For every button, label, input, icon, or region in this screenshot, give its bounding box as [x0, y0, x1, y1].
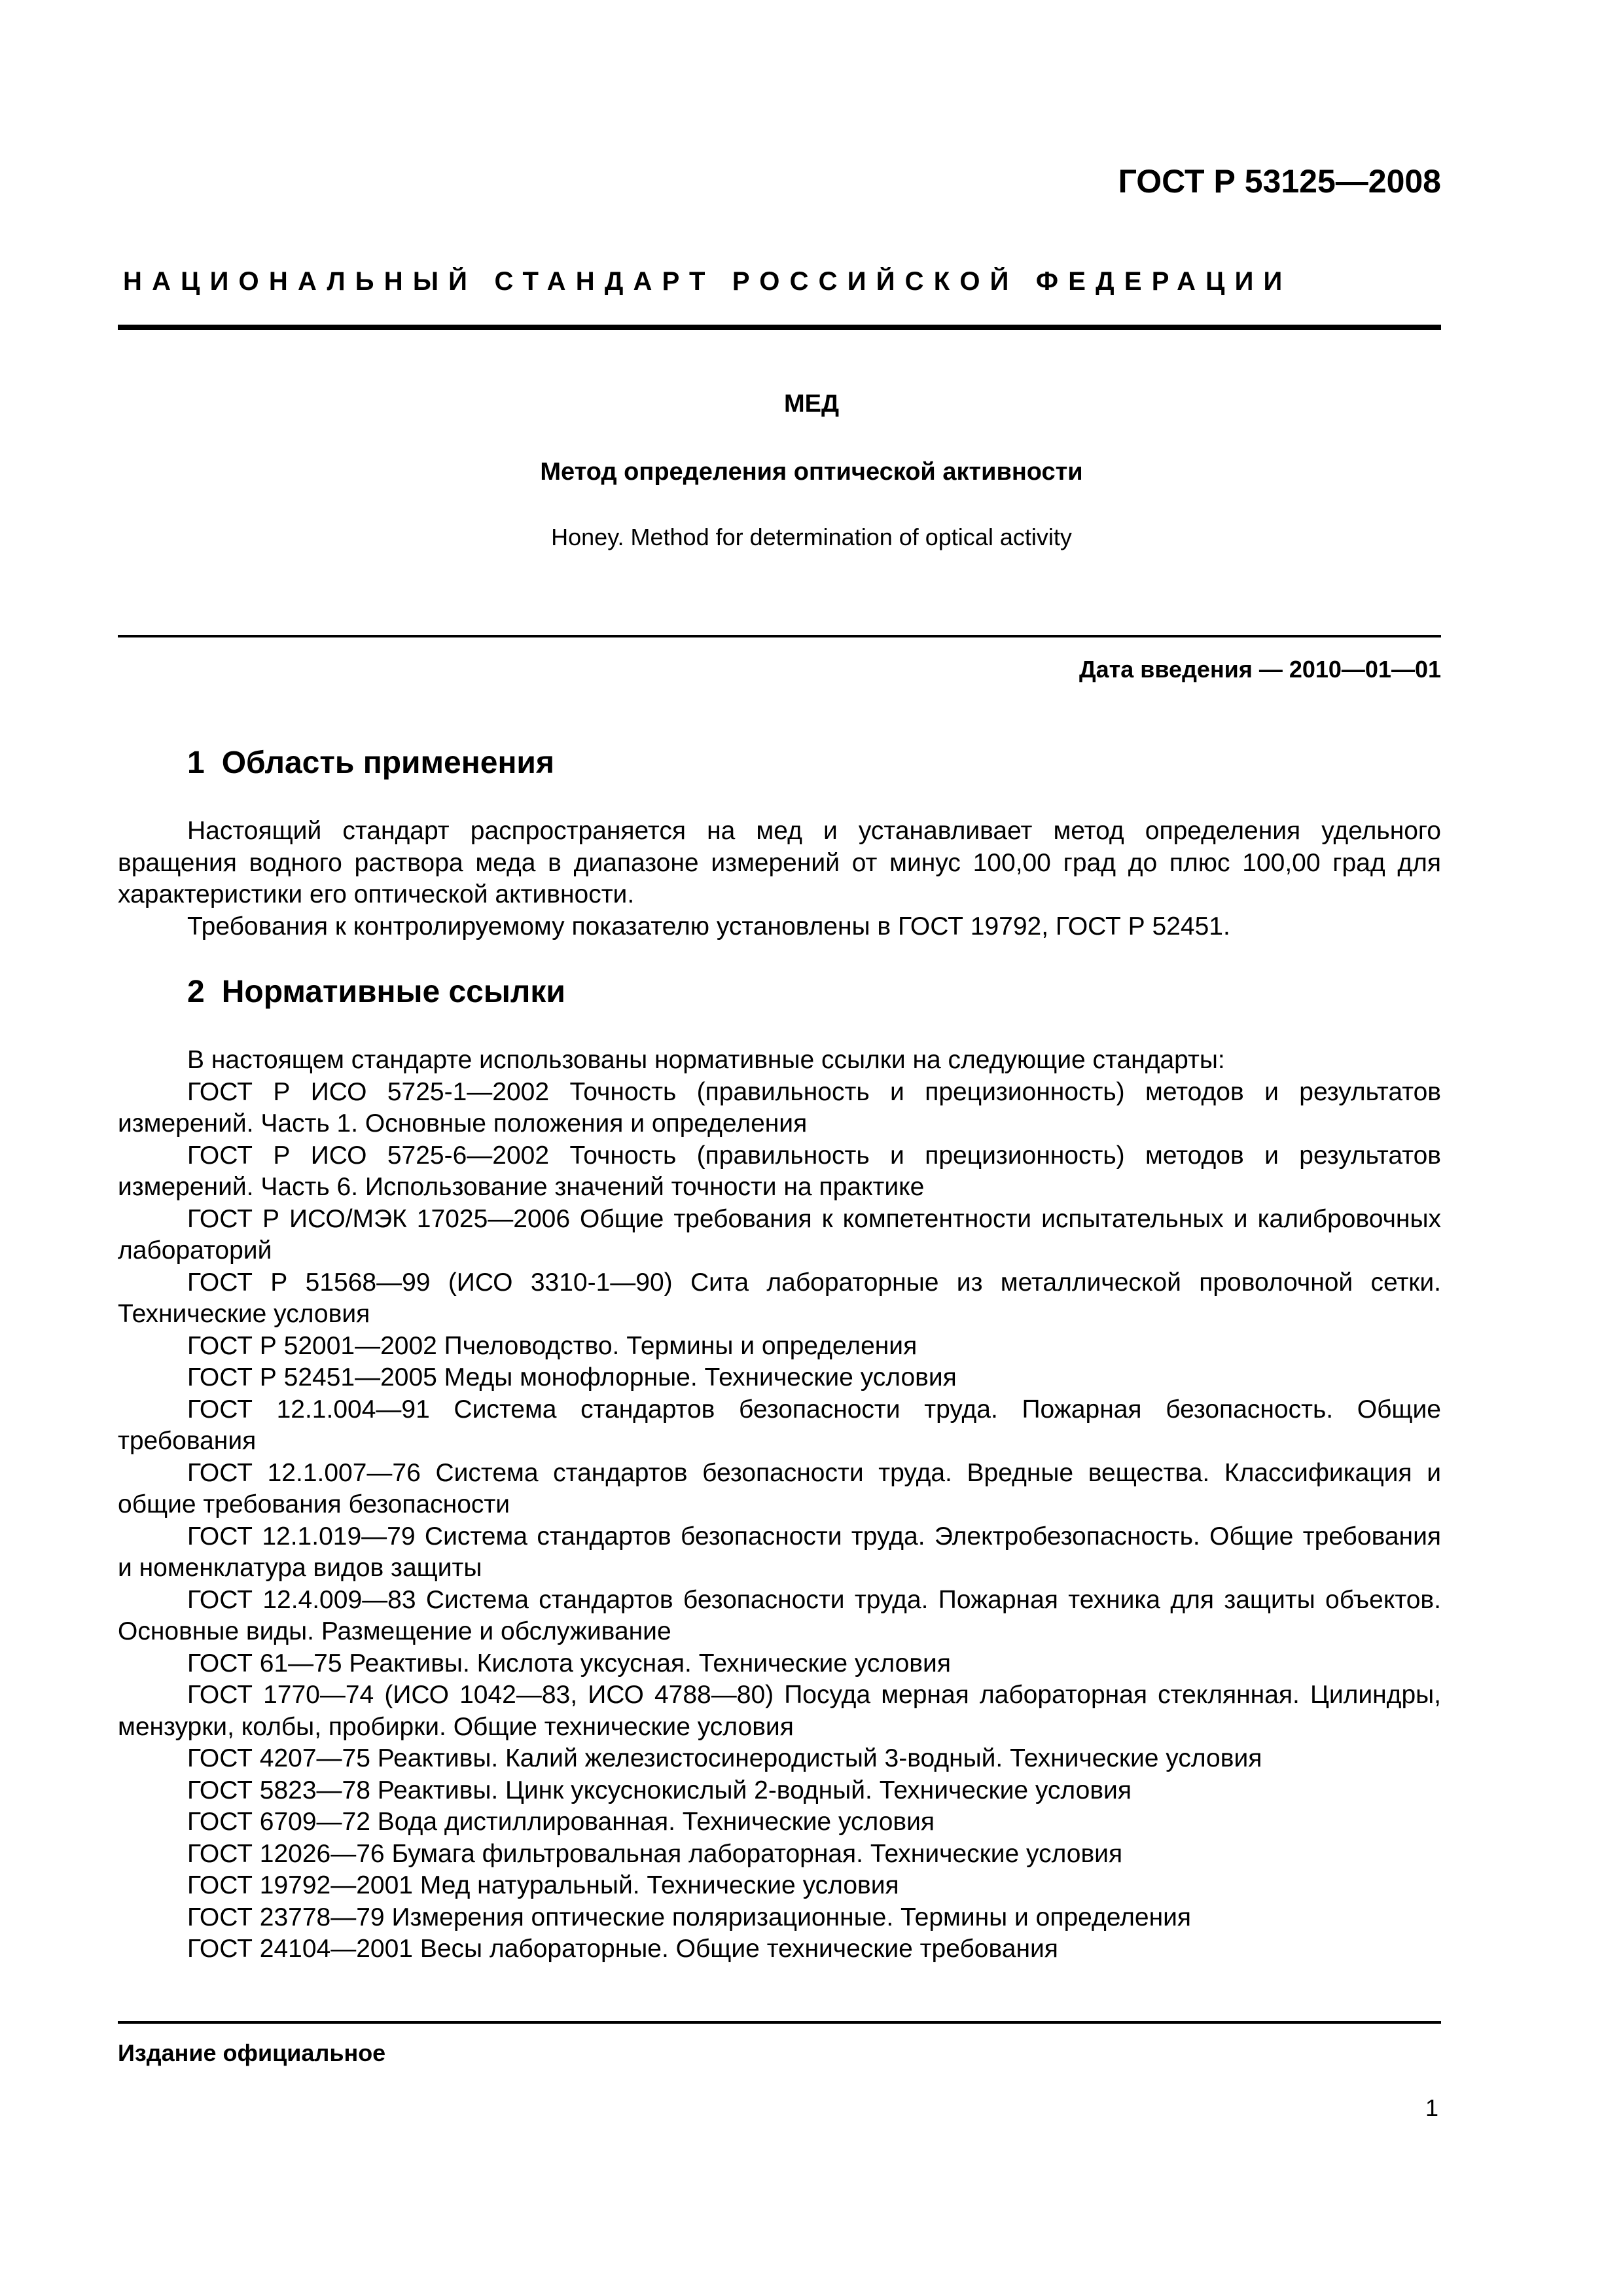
- reference-item: ГОСТ 6709—72 Вода дистиллированная. Технические условия: [187, 1808, 935, 1836]
- reference-item: ГОСТ Р ИСО 5725-6—2002 Точность (правильность и прецизионность) методов и результатов измерений. Часть 6. Использование значений точности на практике: [118, 1141, 1441, 1201]
- reference-item: ГОСТ Р ИСО 5725-1—2002 Точность (правильность и прецизионность) методов и результатов измерений. Часть 1. Основные положения и определения: [118, 1077, 1441, 1138]
- reference-item: ГОСТ 24104—2001 Весы лабораторные. Общие технические требования: [187, 1935, 1058, 1963]
- document-number: ГОСТ Р 53125—2008: [1118, 163, 1441, 200]
- reference-item: ГОСТ Р ИСО/МЭК 17025—2006 Общие требования к компетентности испытательных и калибровочных лабораторий: [118, 1204, 1441, 1265]
- reference-item: ГОСТ 12026—76 Бумага фильтровальная лабораторная. Технические условия: [187, 1839, 1123, 1868]
- reference-item: ГОСТ 12.1.007—76 Система стандартов безопасности труда. Вредные вещества. Классификация и общие требования безопасности: [118, 1458, 1441, 1518]
- reference-item: ГОСТ 19792—2001 Мед натуральный. Технические условия: [187, 1871, 899, 1899]
- section-2-body: [118, 1045, 1441, 1965]
- edition-label: Издание официальное: [118, 2039, 386, 2066]
- document-subtitle: Метод определения оптической активности: [540, 458, 1083, 486]
- reference-item: ГОСТ Р 51568—99 (ИСО 3310-1—90) Сита лабораторные из металлической проволочной сетки. Технические условия: [118, 1268, 1441, 1328]
- reference-item: ГОСТ 1770—74 (ИСО 1042—83, ИСО 4788—80) Посуда мерная лабораторная стеклянная. Цилиндры, мензурки, колбы, пробирки. Общие технические условия: [118, 1681, 1441, 1741]
- section-1-heading: [187, 745, 554, 781]
- document-title: МЕД: [783, 390, 840, 418]
- section-1-body: [118, 816, 1441, 942]
- reference-item: ГОСТ 12.1.019—79 Система стандартов безопасности труда. Электробезопасность. Общие требования и номенклатура видов защиты: [118, 1522, 1441, 1582]
- introduction-date: Дата введения — 2010—01—01: [1079, 656, 1441, 683]
- section-2-heading: [187, 974, 565, 1010]
- reference-item: ГОСТ 23778—79 Измерения оптические поляризационные. Термины и определения: [187, 1903, 1192, 1931]
- section-2-title: Нормативные ссылки: [221, 975, 565, 1009]
- section-2-intro: В настоящем стандарте использованы нормативные ссылки на следующие стандарты:: [187, 1046, 1225, 1074]
- document-title-english: Honey. Method for determination of optical activity: [551, 524, 1072, 550]
- reference-item: ГОСТ Р 52001—2002 Пчеловодство. Термины и определения: [187, 1331, 918, 1360]
- section-1-paragraph: Настоящий стандарт распространяется на мед и устанавливает метод определения удельного вращения водного раствора меда в диапазоне измерений от минус 100,00 град до плюс 100,00 град для характеристики его оптической активности.: [118, 817, 1441, 908]
- reference-item: ГОСТ Р 52451—2005 Меды монофлорные. Технические условия: [187, 1363, 957, 1391]
- header-divider: [118, 325, 1441, 330]
- section-1-title: Область применения: [221, 745, 554, 780]
- reference-item: ГОСТ 4207—75 Реактивы. Калий железистосинеродистый 3-водный. Технические условия: [187, 1744, 1262, 1772]
- reference-item: ГОСТ 12.1.004—91 Система стандартов безопасности труда. Пожарная безопасность. Общие требования: [118, 1395, 1441, 1455]
- reference-item: ГОСТ 61—75 Реактивы. Кислота уксусная. Технические условия: [187, 1649, 951, 1677]
- reference-item: ГОСТ 5823—78 Реактивы. Цинк уксуснокислый 2-водный. Технические условия: [187, 1776, 1132, 1804]
- section-1-paragraph: Требования к контролируемому показателю установлены в ГОСТ 19792, ГОСТ Р 52451.: [187, 912, 1230, 941]
- national-standard-banner: НАЦИОНАЛЬНЫЙ СТАНДАРТ РОССИЙСКОЙ ФЕДЕРАЦИИ: [123, 267, 1293, 296]
- section-1-number: 1: [187, 745, 205, 780]
- section-2-number: 2: [187, 975, 205, 1009]
- page-number: 1: [1425, 2094, 1438, 2121]
- footer-divider: [118, 2021, 1441, 2024]
- reference-item: ГОСТ 12.4.009—83 Система стандартов безопасности труда. Пожарная техника для защиты объектов. Основные виды. Размещение и обслуживание: [118, 1585, 1441, 1645]
- title-divider: [118, 635, 1441, 637]
